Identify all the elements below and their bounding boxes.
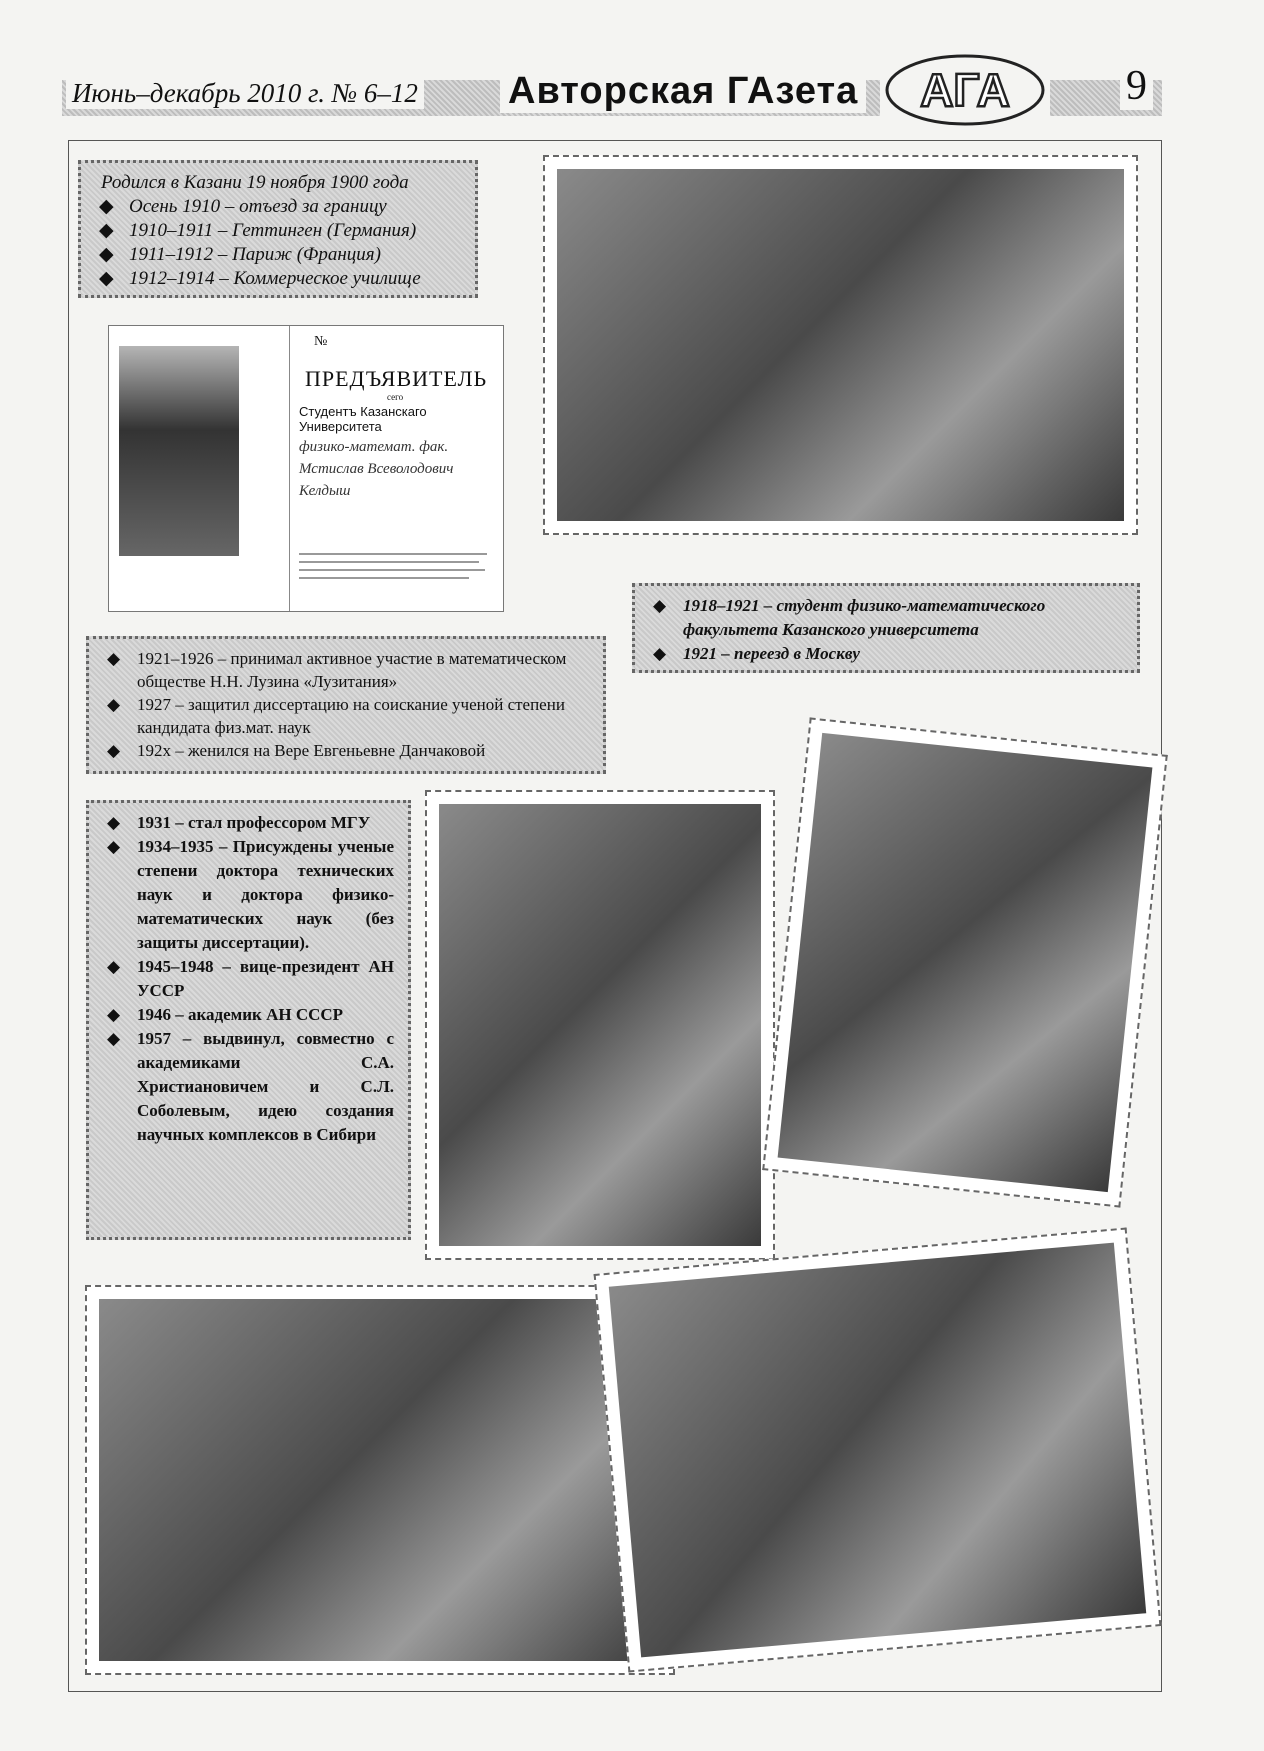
meeting-photo — [609, 1243, 1146, 1658]
list-item: ◆ 1910–1911 – Геттинген (Германия) — [95, 219, 461, 243]
portrait-photo-frame — [425, 790, 775, 1260]
class-photo-frame — [543, 155, 1138, 535]
student-box — [632, 583, 1140, 673]
couple-photo — [778, 733, 1153, 1192]
list-item: ◆ 192х – женился на Вере Евгеньевне Данчаковой — [103, 739, 589, 762]
issue-date: Июнь–декабрь 2010 г. № 6–12 — [66, 78, 424, 109]
page-number: 9 — [1120, 62, 1153, 110]
intro-heading: Родился в Казани 19 ноября 1900 года — [101, 172, 409, 193]
document-handwriting — [299, 436, 489, 502]
handwriting-line: Мстислав Всеволодович — [299, 461, 454, 477]
list-item: ◆ 1912–1914 – Коммерческое училище — [95, 267, 461, 291]
list-item: ◆ 1927 – защитил диссертацию на соискание ученой степени кандидата физ.мат. наук — [103, 693, 589, 739]
portrait-photo — [439, 804, 761, 1246]
student-list — [649, 594, 1123, 666]
intro-box — [78, 160, 478, 298]
career-box — [86, 800, 411, 1240]
list-item: ◆ 1931 – стал профессором МГУ — [103, 811, 394, 835]
list-item: ◆ 1921 – переезд в Москву — [649, 642, 1123, 666]
fine-print-lines — [299, 551, 489, 591]
id-portrait-photo — [119, 346, 239, 556]
list-item: ◆ 1934–1935 – Присуждены ученые степени доктора технических наук и доктора физико-математических наук (без защиты диссертации). — [103, 835, 394, 955]
handwriting-line: физико-математ. фак. — [299, 439, 449, 455]
document-sub: сего — [387, 392, 404, 402]
desk-photo-frame — [85, 1285, 675, 1675]
desk-photo — [99, 1299, 661, 1661]
handwriting-line: Келдыш — [299, 483, 351, 499]
logo — [880, 50, 1050, 130]
intro-list — [95, 195, 461, 291]
svg-text:АГА: АГА — [920, 64, 1010, 116]
document-number: № — [314, 334, 328, 349]
couple-photo-frame — [762, 717, 1168, 1207]
meeting-photo-frame — [594, 1227, 1162, 1672]
document-student-line: Студентъ Казанскаго Университета — [299, 404, 427, 434]
career-list — [103, 811, 394, 1147]
class-photo — [557, 169, 1124, 521]
student-id-document — [108, 325, 504, 612]
list-item: ◆ Осень 1910 – отъезд за границу — [95, 195, 461, 219]
logo-icon — [880, 50, 1050, 130]
list-item: ◆ 1918–1921 – студент физико-математического факультета Казанского университета — [649, 594, 1123, 642]
list-item: ◆ 1957 – выдвинул, совместно с академиками С.А. Христиановичем и С.Л. Соболевым, идею создания научных комплексов в Сибири — [103, 1027, 394, 1147]
luzitania-box — [86, 636, 606, 774]
list-item: ◆ 1911–1912 – Париж (Франция) — [95, 243, 461, 267]
document-divider — [289, 326, 290, 611]
list-item: ◆ 1946 – академик АН СССР — [103, 1003, 394, 1027]
document-bearer-title: ПРЕДЪЯВИТЕЛЬ — [305, 366, 488, 391]
list-item: ◆ 1921–1926 – принимал активное участие в математическом обществе Н.Н. Лузина «Лузитания» — [103, 647, 589, 693]
luzitania-list — [103, 647, 589, 762]
document-fine-print — [299, 551, 489, 594]
newspaper-title: Авторская ГАзета — [500, 70, 866, 113]
list-item: ◆ 1945–1948 – вице-президент АН УССР — [103, 955, 394, 1003]
